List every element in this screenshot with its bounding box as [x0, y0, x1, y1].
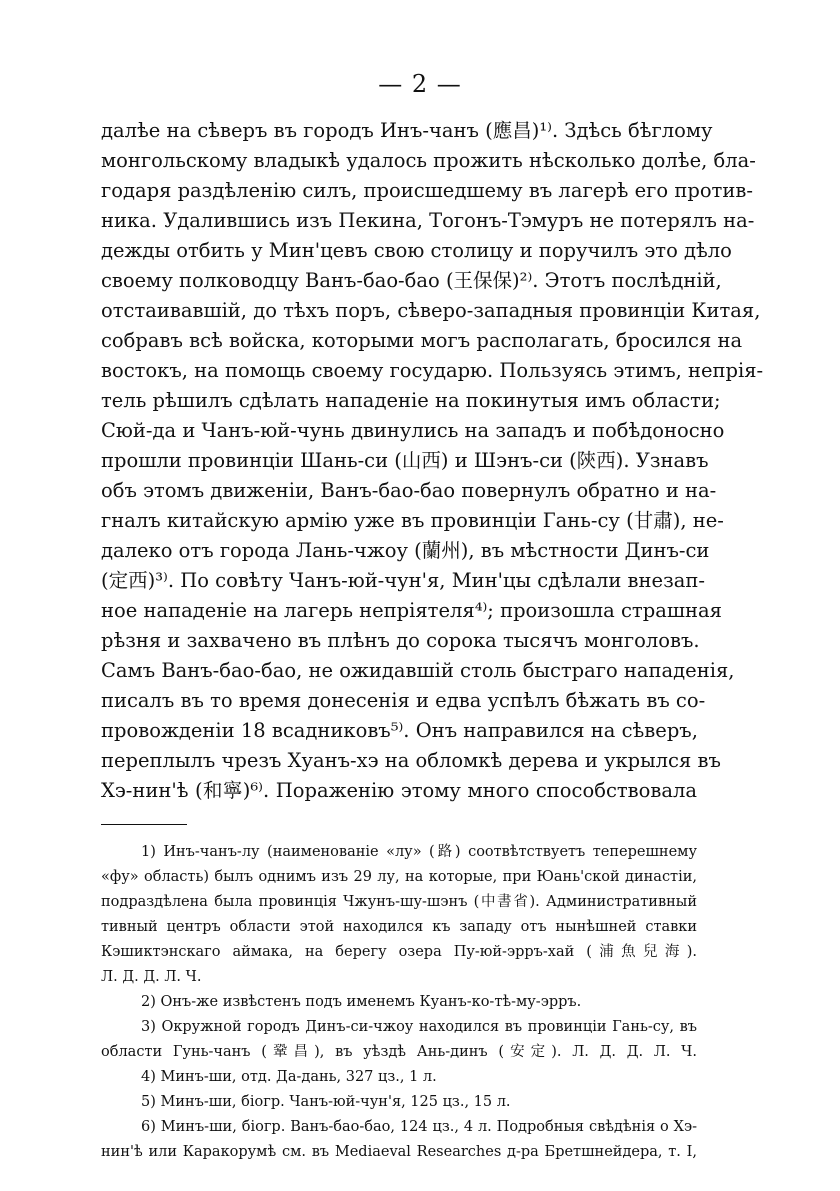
footnote-line: подраздѣлена была провинція Чжунъ-шу-шэнъ (中書省). Административный [101, 894, 697, 910]
body-line: Хэ-нин'ѣ (和寧)⁶⁾. Пораженію этому много способствовала [101, 779, 697, 802]
body-line: тель рѣшилъ сдѣлать нападеніе на покинутыя имъ области; [101, 389, 721, 412]
footnote-line: области Гунь-чанъ (鞏昌), въ уѣздѣ Ань-динъ (安定). Л. Д. Д. Л. Ч. [101, 1044, 697, 1060]
body-line: востокъ, на помощь своему государю. Пользуясь этимъ, непрія- [101, 359, 764, 382]
footnote-line: Кэшиктэнскаго аймака, на берегу озера Пу-юй-эрръ-хай (浦魚兒海). [101, 944, 697, 960]
body-line: рѣзня и захвачено въ плѣнъ до сорока тысячъ монголовъ. [101, 629, 700, 652]
body-line: переплылъ чрезъ Хуанъ-хэ на обломкѣ дерева и укрылся въ [101, 749, 721, 772]
body-line: годаря раздѣленію силъ, происшедшему въ лагерѣ его против- [101, 179, 753, 202]
footnote-divider [101, 824, 187, 825]
footnote-line: Л. Д. Д. Л. Ч. [101, 969, 202, 985]
body-line: провожденіи 18 всадниковъ⁵⁾. Онъ направился на сѣверъ, [101, 719, 698, 742]
footnote-line: 6) Минъ-ши, біогр. Ванъ-бао-бао, 124 цз., 4 л. Подробныя свѣдѣнія о Хэ- [141, 1119, 697, 1135]
body-line: своему полководцу Ванъ-бао-бао (王保保)²⁾. Этотъ послѣдній, [101, 269, 722, 292]
body-line: ника. Удалившись изъ Пекина, Тогонъ-Тэмуръ не потерялъ на- [101, 209, 755, 232]
footnote-line: 1) Инъ-чанъ-лу (наименованіе «лу» (路) соотвѣтствуетъ теперешнему [141, 844, 697, 860]
footnote-line: 2) Онъ-же извѣстенъ подъ именемъ Куанъ-ко-тѣ-му-эрръ. [141, 994, 582, 1010]
body-line: монгольскому владыкѣ удалось прожить нѣсколько долѣе, бла- [101, 149, 756, 172]
body-line: далеко отъ города Лань-чжоу (蘭州), въ мѣстности Динъ-си [101, 539, 710, 562]
body-line: отстаивавшій, до тѣхъ поръ, сѣверо-западныя провинціи Китая, [101, 299, 761, 322]
footnote-line: 4) Минъ-ши, отд. Да-дань, 327 цз., 1 л. [141, 1069, 437, 1085]
body-line: дежды отбить у Мин'цевъ свою столицу и поручилъ это дѣло [101, 239, 732, 262]
body-line: (定西)³⁾. По совѣту Чанъ-юй-чун'я, Мин'цы сдѣлали внезап- [101, 569, 705, 592]
footnote-line: нин'ѣ или Каракорумѣ см. въ Mediaeval Researches д-ра Бретшнейдера, т. I, [101, 1144, 697, 1160]
body-line: прошли провинціи Шань-си (山西) и Шэнъ-си (陝西). Узнавъ [101, 449, 709, 472]
body-line: ное нападеніе на лагерь непріятеля⁴⁾; произошла страшная [101, 599, 722, 622]
body-line: собравъ всѣ войска, которыми могъ располагать, бросился на [101, 329, 743, 352]
footnote-line: «фу» область) былъ однимъ изъ 29 лу, на которые, при Юань'ской династіи, [101, 869, 697, 885]
footnote-line: 3) Окружной городъ Динъ-си-чжоу находился въ провинціи Гань-су, въ [141, 1019, 697, 1035]
footnote-line: 5) Минъ-ши, біогр. Чанъ-юй-чун'я, 125 цз., 15 л. [141, 1094, 511, 1110]
footnote-line: тивный центръ области этой находился къ западу отъ нынѣшней ставки [101, 919, 697, 935]
body-line: Самъ Ванъ-бао-бао, не ожидавшій столь быстраго нападенія, [101, 659, 735, 682]
body-line: объ этомъ движеніи, Ванъ-бао-бао повернулъ обратно и на- [101, 479, 717, 502]
body-text [101, 116, 764, 806]
page-number: — 2 — [378, 70, 462, 98]
footnotes [101, 840, 697, 1165]
body-line: гналъ китайскую армію уже въ провинціи Гань-су (甘肅), не- [101, 509, 724, 532]
body-line: писалъ въ то время донесенія и едва успѣлъ бѣжать въ со- [101, 689, 706, 712]
body-line: Сюй-да и Чанъ-юй-чунь двинулись на западъ и побѣдоносно [101, 419, 725, 442]
body-line: далѣе на сѣверъ въ городъ Инъ-чанъ (應昌)¹⁾. Здѣсь бѣглому [101, 119, 713, 142]
